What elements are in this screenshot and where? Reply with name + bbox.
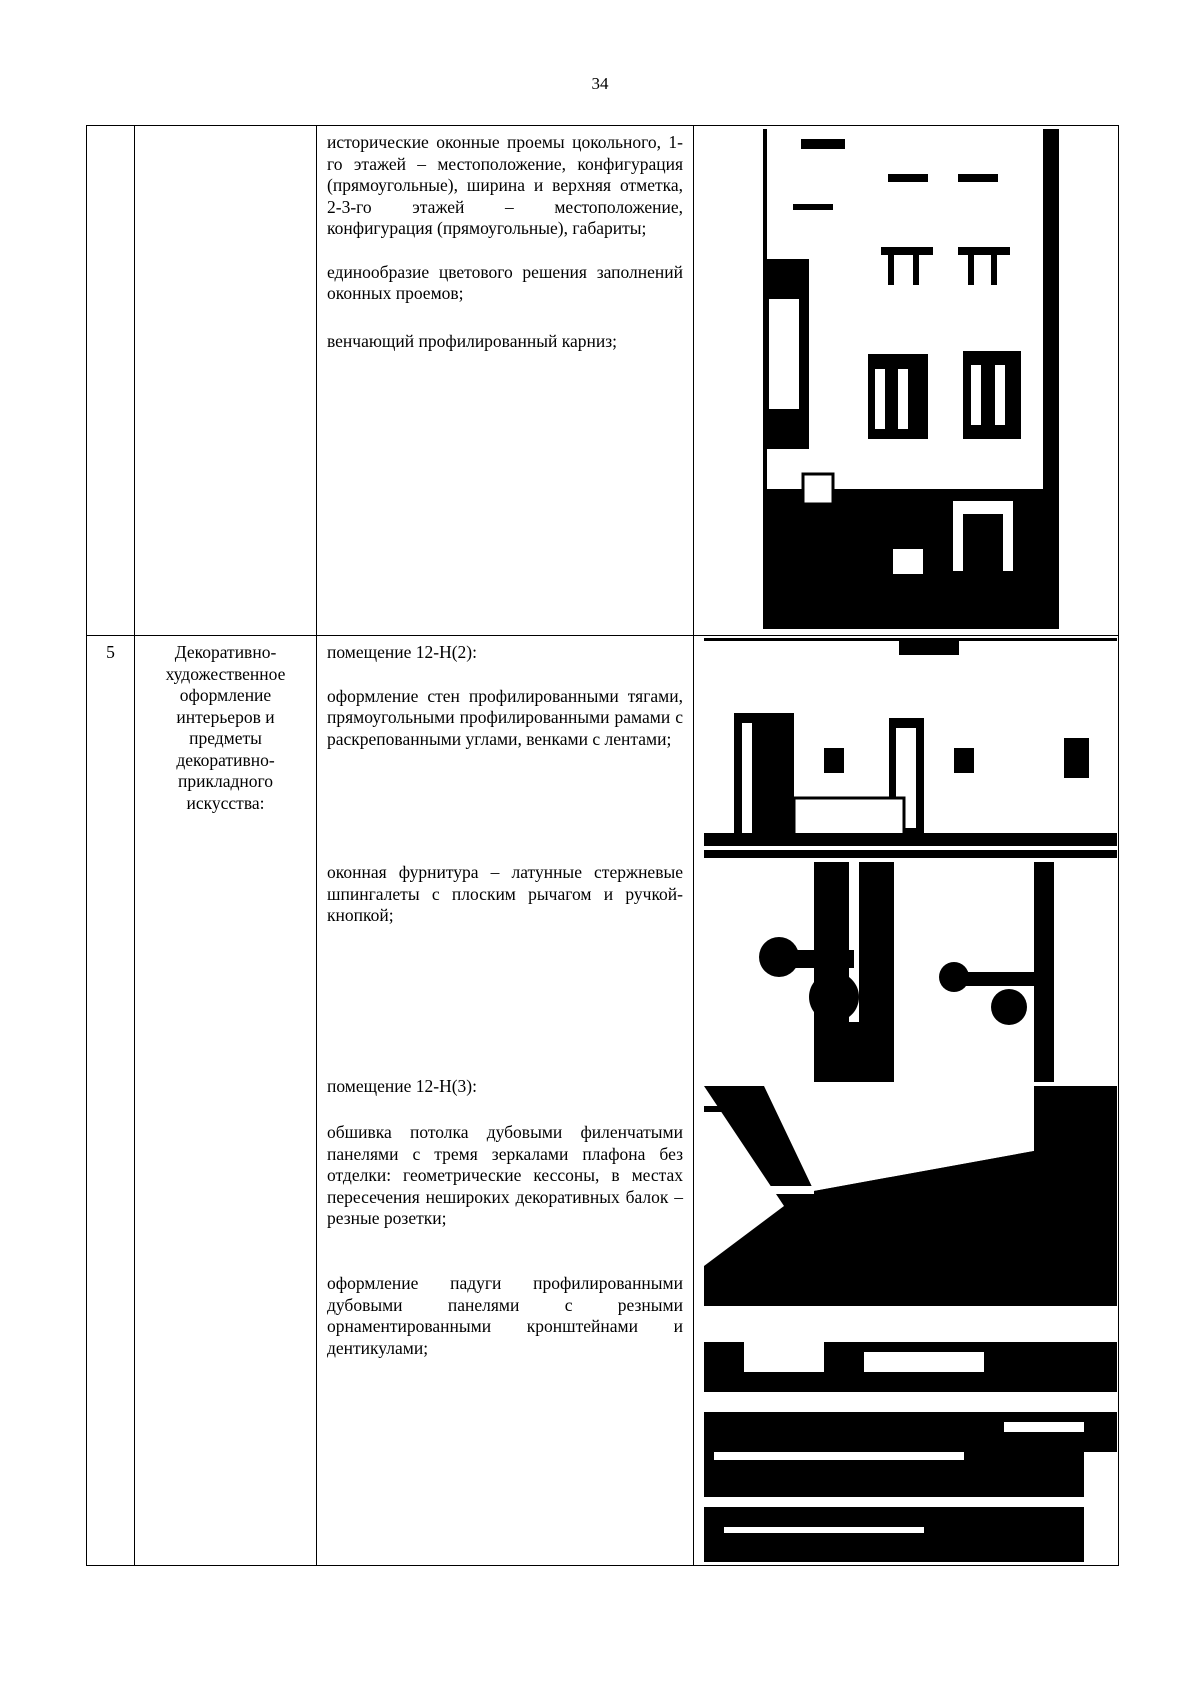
- row-name: Декоративно-художественное оформление интерьеров и предметы декоративно-прикладного искусства:: [135, 636, 317, 1566]
- paragraph-window-color: единообразие цветового решения заполнений оконных проемов;: [327, 261, 683, 303]
- paragraph-window-hardware: оконная фурнитура – латунные стержневые шпингалеты с плоским рычагом и ручкой-кнопкой;: [327, 862, 683, 925]
- window-bolt-photo: [704, 862, 1117, 1082]
- row-number: [87, 126, 135, 636]
- table-row: [87, 126, 1119, 636]
- paragraph-frieze: оформление падуги профилированными дубовыми панелями с резными орнаментированными кронштейнами и дентикулами;: [327, 1273, 683, 1358]
- table-row: [87, 636, 1119, 1566]
- row-number: 5: [87, 636, 135, 1566]
- wall-decoration-photo: [704, 638, 1117, 858]
- page-number: 34: [591, 74, 609, 93]
- ceiling-photo: [704, 1086, 1117, 1306]
- paragraph-wall-decoration: оформление стен профилированными тягами, прямоугольными профилированными рамами с раскрепованными углами, венками с лентами;: [327, 685, 683, 749]
- row-name: [135, 126, 317, 636]
- row-description: [317, 126, 694, 636]
- room-heading: помещение 12-Н(2):: [327, 642, 477, 662]
- paragraph-ceiling: обшивка потолка дубовыми филенчатыми панелями с тремя зеркалами плафона без отделки: геометрические кессоны, в местах пересечения нешироких декоративных балок – резные розетки;: [327, 1122, 683, 1228]
- photo-cell: [694, 636, 1119, 1566]
- room-heading: помещение 12-Н(3):: [327, 1076, 477, 1096]
- paragraph-cornice: венчающий профилированный карниз;: [327, 330, 617, 351]
- facade-photo: [763, 129, 1059, 629]
- monument-subject-table: [86, 125, 1119, 1566]
- row-description: [317, 636, 694, 1566]
- paragraph-window-openings: исторические оконные проемы цокольного, 1-го этажей – местоположение, конфигурация (прямоугольные), ширина и верхняя отметка, 2-3-го этажей – местоположение, конфигурация (прямоугольные), габариты;: [327, 132, 683, 238]
- frieze-photo: [704, 1312, 1117, 1562]
- photo-cell: [694, 126, 1119, 636]
